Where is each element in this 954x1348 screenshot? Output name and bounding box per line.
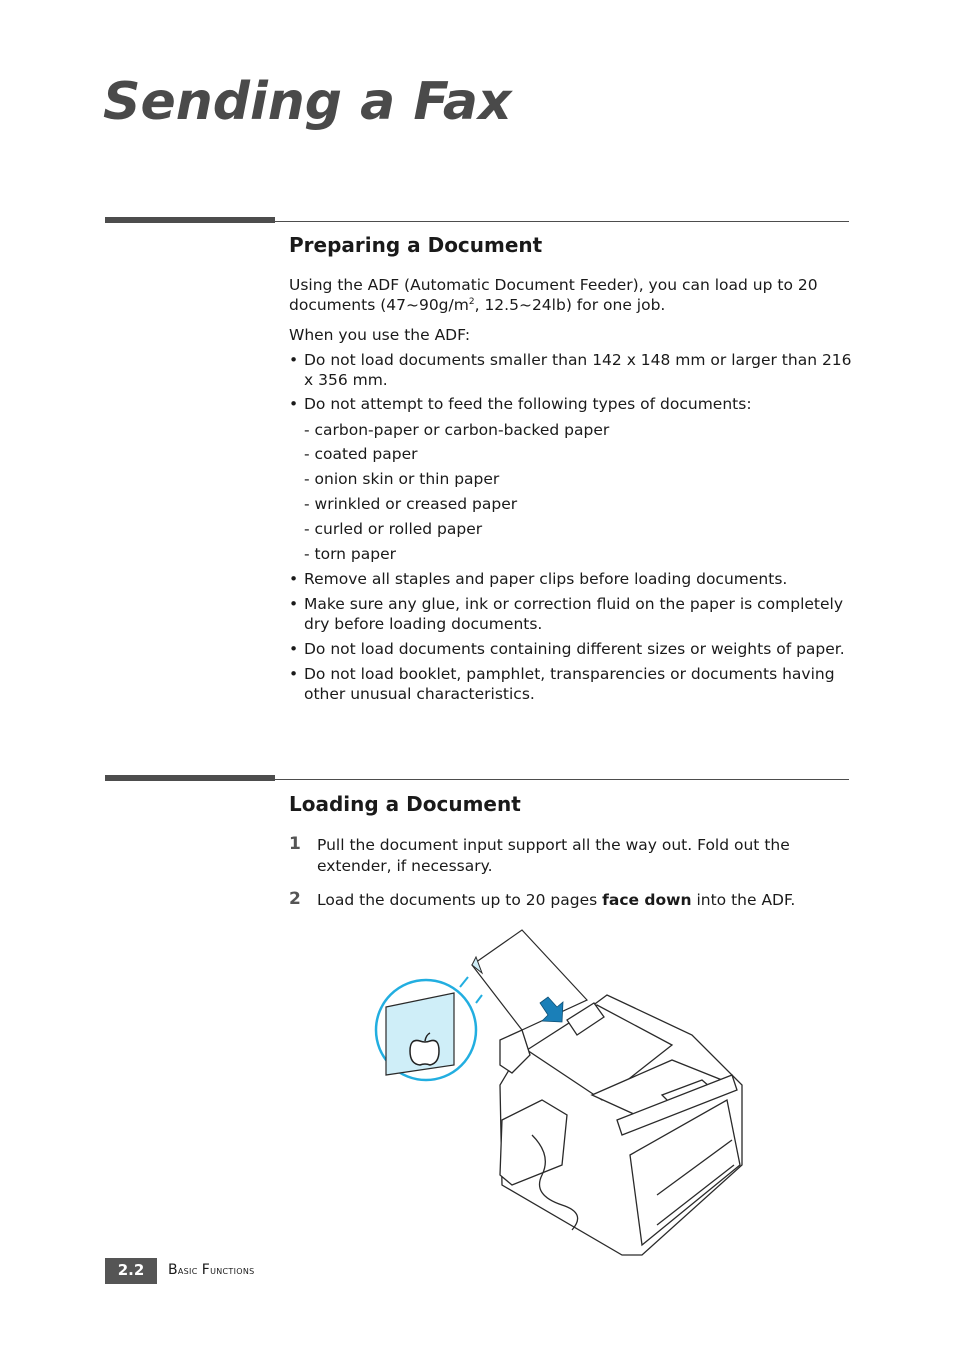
fax-machine-illustration [372, 925, 752, 1260]
fax-machine-body [500, 995, 742, 1255]
section-heading-preparing: Preparing a Document [289, 233, 543, 257]
adf-label: When you use the ADF: [289, 326, 471, 344]
section-rule-thick [105, 217, 275, 223]
bullet-item: • Do not load booklet, pamphlet, transparencies or documents having other unusual characteristics. [289, 665, 835, 703]
section-rule-thin [275, 221, 849, 222]
document-sheet [472, 930, 587, 1030]
sub-item: - wrinkled or creased paper [304, 495, 518, 513]
bullet-item: • Do not load documents smaller than 142 x 148 mm or larger than 216 x 356 mm. [289, 351, 852, 389]
page-title: Sending a Fax [103, 72, 512, 132]
bullet-item: • Do not load documents containing different sizes or weights of paper. [289, 640, 845, 658]
step-number: 1 [289, 834, 301, 854]
bullet-item: • Make sure any glue, ink or correction fluid on the paper is completely dry before loading documents. [289, 595, 844, 633]
section-rule-thin [275, 779, 849, 780]
sub-item: - curled or rolled paper [304, 520, 483, 538]
sub-item: - onion skin or thin paper [304, 470, 500, 488]
step-text: Load the documents up to 20 pages face down into the ADF. [317, 891, 796, 909]
intro-paragraph: Using the ADF (Automatic Document Feeder), you can load up to 20 documents ($47\sim 90g/m^2$, 12.5~24lb) for one job. [289, 276, 818, 314]
step-number: 2 [289, 889, 301, 909]
section-rule-thick [105, 775, 275, 781]
callout-pointer [460, 977, 468, 987]
page-number-badge: 2.2 [105, 1258, 157, 1284]
sub-item: - carbon-paper or carbon-backed paper [304, 421, 610, 439]
sub-item: - torn paper [304, 545, 397, 563]
section-heading-loading: Loading a Document [289, 792, 521, 816]
sub-item: - coated paper [304, 445, 418, 463]
bullet-item: • Remove all staples and paper clips before loading documents. [289, 570, 788, 588]
fax-machine-illustration-svg [372, 925, 752, 1260]
callout-pointer [476, 995, 482, 1003]
bullet-item: • Do not attempt to feed the following types of documents: [289, 395, 752, 413]
step-text: Pull the document input support all the way out. Fold out the extender, if necessary. [317, 836, 790, 875]
chapter-name: Basic Functions [168, 1262, 255, 1278]
